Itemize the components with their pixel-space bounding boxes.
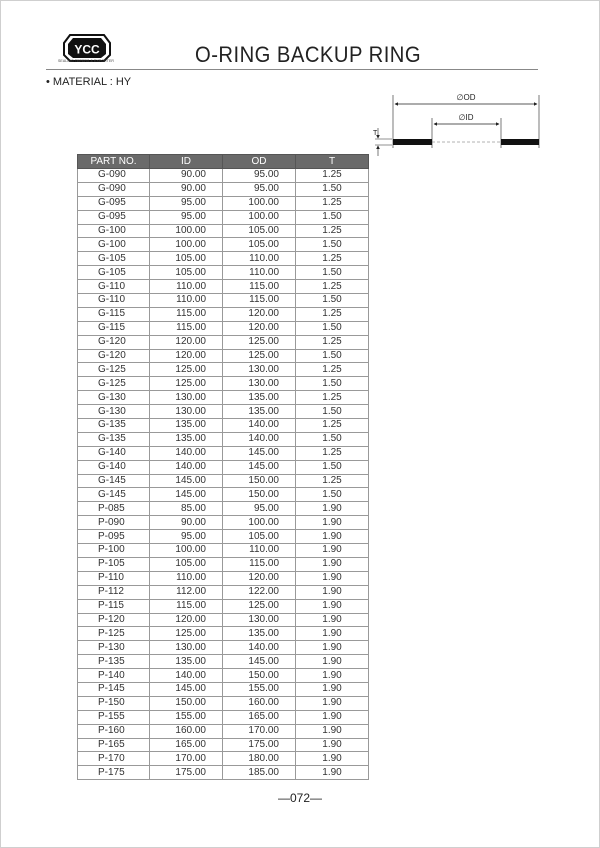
cell-od: 150.00 <box>223 488 296 502</box>
cell-t: 1.50 <box>296 377 369 391</box>
table-row <box>78 738 369 752</box>
table-row <box>78 502 369 516</box>
cell-part-no: P-090 <box>78 516 150 530</box>
cell-od: 175.00 <box>223 738 296 752</box>
table-row <box>78 682 369 696</box>
cell-od: 135.00 <box>223 405 296 419</box>
cell-id: 135.00 <box>150 655 223 669</box>
cell-od: 100.00 <box>223 210 296 224</box>
cell-part-no: G-115 <box>78 307 150 321</box>
cell-id: 115.00 <box>150 321 223 335</box>
cell-od: 122.00 <box>223 585 296 599</box>
cell-part-no: G-130 <box>78 391 150 405</box>
header-id: ID <box>150 155 223 169</box>
cell-t: 1.50 <box>296 266 369 280</box>
table-row <box>78 196 369 210</box>
table-row <box>78 182 369 196</box>
cell-id: 150.00 <box>150 696 223 710</box>
cell-od: 115.00 <box>223 557 296 571</box>
cell-part-no: G-110 <box>78 280 150 294</box>
page-title: O-RING BACKUP RING <box>195 42 422 67</box>
material-label: • MATERIAL : HY <box>46 76 132 88</box>
table-row <box>78 641 369 655</box>
cell-id: 90.00 <box>150 182 223 196</box>
table-row <box>78 474 369 488</box>
table-row <box>78 585 369 599</box>
cell-part-no: G-135 <box>78 432 150 446</box>
cell-part-no: G-120 <box>78 335 150 349</box>
table-row <box>78 432 369 446</box>
cell-od: 150.00 <box>223 474 296 488</box>
table-row <box>78 363 369 377</box>
cell-part-no: P-170 <box>78 752 150 766</box>
cell-t: 1.50 <box>296 294 369 308</box>
cell-od: 135.00 <box>223 391 296 405</box>
cell-od: 105.00 <box>223 238 296 252</box>
cell-part-no: P-120 <box>78 613 150 627</box>
cell-id: 125.00 <box>150 363 223 377</box>
logo-tagline: SEALING TEPERS & EXPORTER <box>57 59 115 63</box>
cell-od: 120.00 <box>223 321 296 335</box>
cell-od: 110.00 <box>223 252 296 266</box>
cell-od: 95.00 <box>223 182 296 196</box>
cell-t: 1.90 <box>296 655 369 669</box>
cell-t: 1.50 <box>296 432 369 446</box>
cell-t: 1.50 <box>296 349 369 363</box>
table-row <box>78 766 369 780</box>
header-divider <box>46 69 538 70</box>
cell-id: 90.00 <box>150 516 223 530</box>
cell-part-no: P-130 <box>78 641 150 655</box>
cell-part-no: P-135 <box>78 655 150 669</box>
table-row <box>78 669 369 683</box>
cell-od: 155.00 <box>223 682 296 696</box>
cell-id: 105.00 <box>150 557 223 571</box>
cell-od: 105.00 <box>223 224 296 238</box>
cell-t: 1.25 <box>296 335 369 349</box>
table-row <box>78 627 369 641</box>
table-row <box>78 266 369 280</box>
cell-part-no: P-115 <box>78 599 150 613</box>
cell-part-no: P-095 <box>78 530 150 544</box>
table-row <box>78 530 369 544</box>
cell-od: 100.00 <box>223 516 296 530</box>
cell-t: 1.90 <box>296 613 369 627</box>
cell-t: 1.25 <box>296 446 369 460</box>
cell-od: 140.00 <box>223 419 296 433</box>
table-row <box>78 655 369 669</box>
cell-od: 105.00 <box>223 530 296 544</box>
table-row <box>78 307 369 321</box>
table-row <box>78 599 369 613</box>
cell-t: 1.25 <box>296 419 369 433</box>
cell-id: 95.00 <box>150 210 223 224</box>
cell-t: 1.90 <box>296 571 369 585</box>
table-row <box>78 335 369 349</box>
cell-id: 140.00 <box>150 669 223 683</box>
parts-table <box>77 154 369 780</box>
cell-id: 110.00 <box>150 280 223 294</box>
cell-id: 145.00 <box>150 682 223 696</box>
cell-part-no: P-110 <box>78 571 150 585</box>
table-row <box>78 752 369 766</box>
cell-t: 1.90 <box>296 627 369 641</box>
cell-od: 95.00 <box>223 502 296 516</box>
cell-t: 1.90 <box>296 669 369 683</box>
table-row <box>78 613 369 627</box>
cell-t: 1.25 <box>296 224 369 238</box>
table-row <box>78 252 369 266</box>
cell-od: 100.00 <box>223 196 296 210</box>
cell-od: 135.00 <box>223 627 296 641</box>
cell-part-no: P-175 <box>78 766 150 780</box>
cell-t: 1.50 <box>296 238 369 252</box>
table-row <box>78 557 369 571</box>
cell-od: 125.00 <box>223 599 296 613</box>
cell-part-no: G-130 <box>78 405 150 419</box>
cell-t: 1.90 <box>296 752 369 766</box>
table-row <box>78 488 369 502</box>
table-row <box>78 321 369 335</box>
cell-od: 130.00 <box>223 613 296 627</box>
table-row <box>78 710 369 724</box>
cell-part-no: P-112 <box>78 585 150 599</box>
cell-part-no: P-160 <box>78 724 150 738</box>
cell-od: 150.00 <box>223 669 296 683</box>
table-row <box>78 169 369 183</box>
cell-od: 160.00 <box>223 696 296 710</box>
cell-id: 105.00 <box>150 266 223 280</box>
cell-t: 1.25 <box>296 474 369 488</box>
cell-t: 1.90 <box>296 599 369 613</box>
cell-t: 1.90 <box>296 585 369 599</box>
cell-t: 1.25 <box>296 280 369 294</box>
cell-id: 95.00 <box>150 196 223 210</box>
cell-t: 1.90 <box>296 738 369 752</box>
table-row <box>78 724 369 738</box>
backup-ring-drawing <box>370 90 545 160</box>
cell-part-no: P-165 <box>78 738 150 752</box>
cell-part-no: G-125 <box>78 363 150 377</box>
cell-od: 125.00 <box>223 335 296 349</box>
cell-part-no: G-115 <box>78 321 150 335</box>
cell-od: 115.00 <box>223 294 296 308</box>
company-logo <box>46 33 128 73</box>
cell-t: 1.90 <box>296 696 369 710</box>
cell-id: 85.00 <box>150 502 223 516</box>
header-part-no: PART NO. <box>78 155 150 169</box>
cell-od: 110.00 <box>223 266 296 280</box>
table-row <box>78 516 369 530</box>
cell-id: 175.00 <box>150 766 223 780</box>
cell-t: 1.90 <box>296 766 369 780</box>
cell-part-no: G-090 <box>78 182 150 196</box>
cell-od: 110.00 <box>223 544 296 558</box>
table-header-row <box>78 155 369 169</box>
cell-od: 140.00 <box>223 432 296 446</box>
cell-id: 145.00 <box>150 488 223 502</box>
cell-t: 1.50 <box>296 405 369 419</box>
table-row <box>78 224 369 238</box>
cell-t: 1.90 <box>296 530 369 544</box>
table-row <box>78 696 369 710</box>
cell-id: 145.00 <box>150 474 223 488</box>
cell-t: 1.50 <box>296 182 369 196</box>
cell-id: 115.00 <box>150 599 223 613</box>
cell-od: 145.00 <box>223 655 296 669</box>
cell-t: 1.90 <box>296 682 369 696</box>
cell-part-no: G-120 <box>78 349 150 363</box>
cell-part-no: G-110 <box>78 294 150 308</box>
table-row <box>78 544 369 558</box>
header-od: OD <box>223 155 296 169</box>
cell-od: 145.00 <box>223 460 296 474</box>
cell-id: 100.00 <box>150 224 223 238</box>
cell-part-no: G-100 <box>78 238 150 252</box>
cell-t: 1.90 <box>296 544 369 558</box>
cell-id: 120.00 <box>150 613 223 627</box>
cell-id: 160.00 <box>150 724 223 738</box>
cell-part-no: P-105 <box>78 557 150 571</box>
cell-id: 135.00 <box>150 419 223 433</box>
cell-part-no: P-100 <box>78 544 150 558</box>
cell-id: 112.00 <box>150 585 223 599</box>
cell-t: 1.25 <box>296 363 369 377</box>
cell-od: 130.00 <box>223 377 296 391</box>
cell-od: 180.00 <box>223 752 296 766</box>
t-label: T <box>373 130 378 137</box>
cell-id: 120.00 <box>150 335 223 349</box>
cell-part-no: P-085 <box>78 502 150 516</box>
cell-t: 1.50 <box>296 210 369 224</box>
cell-id: 110.00 <box>150 571 223 585</box>
cell-id: 95.00 <box>150 530 223 544</box>
cell-part-no: P-150 <box>78 696 150 710</box>
cell-t: 1.25 <box>296 252 369 266</box>
table-row <box>78 405 369 419</box>
cell-part-no: P-155 <box>78 710 150 724</box>
cell-t: 1.25 <box>296 169 369 183</box>
cell-od: 170.00 <box>223 724 296 738</box>
table-row <box>78 446 369 460</box>
cell-id: 155.00 <box>150 710 223 724</box>
logo-text: YCC <box>74 42 100 57</box>
table-row <box>78 391 369 405</box>
header-t: T <box>296 155 369 169</box>
cell-part-no: G-135 <box>78 419 150 433</box>
cell-id: 130.00 <box>150 641 223 655</box>
cell-t: 1.90 <box>296 710 369 724</box>
cell-id: 125.00 <box>150 627 223 641</box>
table-row <box>78 210 369 224</box>
table-row <box>78 460 369 474</box>
cell-t: 1.90 <box>296 516 369 530</box>
cell-od: 120.00 <box>223 571 296 585</box>
cell-part-no: G-095 <box>78 196 150 210</box>
cell-t: 1.25 <box>296 391 369 405</box>
cell-id: 90.00 <box>150 169 223 183</box>
cell-id: 140.00 <box>150 460 223 474</box>
cell-part-no: P-125 <box>78 627 150 641</box>
cell-t: 1.90 <box>296 502 369 516</box>
cell-id: 165.00 <box>150 738 223 752</box>
cell-t: 1.90 <box>296 724 369 738</box>
cell-part-no: P-145 <box>78 682 150 696</box>
cell-part-no: G-145 <box>78 488 150 502</box>
cell-part-no: G-145 <box>78 474 150 488</box>
od-label: ∅OD <box>456 93 476 102</box>
cell-part-no: G-125 <box>78 377 150 391</box>
cell-id: 110.00 <box>150 294 223 308</box>
cell-t: 1.90 <box>296 557 369 571</box>
cell-od: 185.00 <box>223 766 296 780</box>
cell-part-no: G-090 <box>78 169 150 183</box>
cell-part-no: G-095 <box>78 210 150 224</box>
cell-t: 1.50 <box>296 321 369 335</box>
cell-od: 125.00 <box>223 349 296 363</box>
cell-id: 135.00 <box>150 432 223 446</box>
cell-part-no: G-105 <box>78 266 150 280</box>
cell-od: 145.00 <box>223 446 296 460</box>
page-number: —072— <box>277 791 323 805</box>
cell-id: 130.00 <box>150 405 223 419</box>
cell-od: 140.00 <box>223 641 296 655</box>
id-label: ∅ID <box>458 113 474 122</box>
cell-id: 100.00 <box>150 238 223 252</box>
cell-part-no: G-140 <box>78 460 150 474</box>
cell-id: 120.00 <box>150 349 223 363</box>
cell-part-no: G-100 <box>78 224 150 238</box>
cell-part-no: P-140 <box>78 669 150 683</box>
cell-t: 1.25 <box>296 196 369 210</box>
cell-t: 1.50 <box>296 488 369 502</box>
cell-t: 1.90 <box>296 641 369 655</box>
table-row <box>78 419 369 433</box>
table-row <box>78 294 369 308</box>
cell-id: 140.00 <box>150 446 223 460</box>
cell-od: 165.00 <box>223 710 296 724</box>
cell-id: 170.00 <box>150 752 223 766</box>
cell-t: 1.50 <box>296 460 369 474</box>
table-row <box>78 238 369 252</box>
cell-od: 95.00 <box>223 169 296 183</box>
cell-od: 115.00 <box>223 280 296 294</box>
table-row <box>78 349 369 363</box>
cell-id: 125.00 <box>150 377 223 391</box>
table-row <box>78 280 369 294</box>
cell-id: 115.00 <box>150 307 223 321</box>
cell-part-no: G-105 <box>78 252 150 266</box>
cell-id: 130.00 <box>150 391 223 405</box>
table-row <box>78 377 369 391</box>
table-row <box>78 571 369 585</box>
cell-part-no: G-140 <box>78 446 150 460</box>
cell-id: 105.00 <box>150 252 223 266</box>
cell-od: 120.00 <box>223 307 296 321</box>
cell-id: 100.00 <box>150 544 223 558</box>
cell-t: 1.25 <box>296 307 369 321</box>
cell-od: 130.00 <box>223 363 296 377</box>
